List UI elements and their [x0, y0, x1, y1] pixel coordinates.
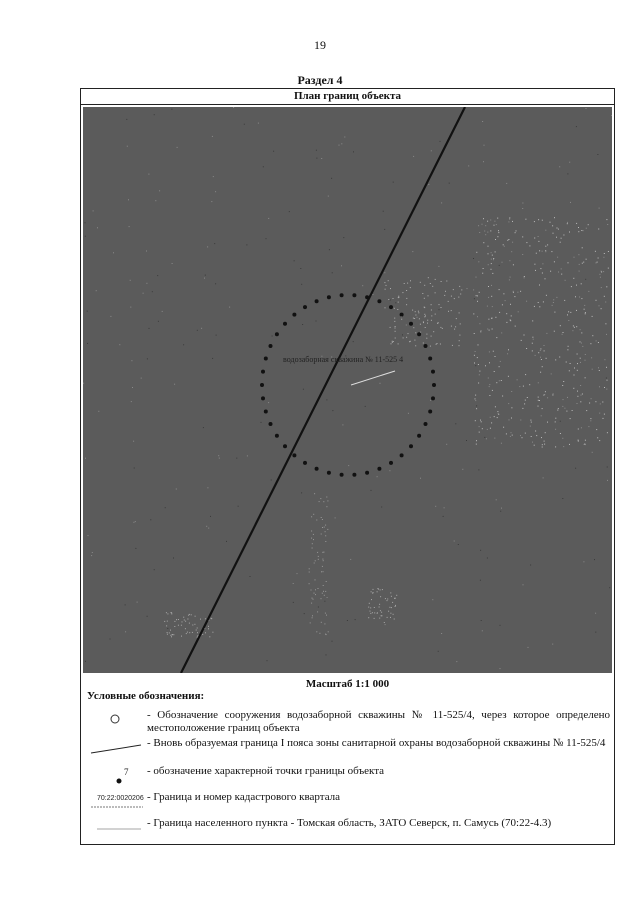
legend-text: - Граница населенного пункта - Томская область, ЗАТО Северск, п. Самусь (70:22-4.3) [147, 817, 552, 829]
point-icon [89, 765, 145, 787]
scale-text: Масштаб 1:1 000 [305, 678, 390, 690]
circle-icon [89, 709, 145, 731]
settlement-line-icon [89, 817, 145, 839]
well-label: водозаборная скважина № 11-525 4 [283, 355, 404, 364]
legend-text: - Граница и номер кадастрового квартала [147, 791, 341, 803]
legend-text: - Обозначение сооружения водозаборной скважины № 11-525/4, через которое определено местоположение границ объекта [147, 709, 610, 734]
map-image [83, 107, 612, 673]
map-svg [83, 107, 612, 673]
legend-text: - обозначение характерной точки границы объекта [147, 765, 385, 777]
section-title: Раздел 4 [297, 73, 343, 87]
frame-header: План границ объекта [81, 89, 614, 105]
cadastral-number: 70:22:0020206 [97, 795, 144, 802]
boundary-line-icon [89, 737, 145, 759]
page-number: 19 [314, 38, 326, 52]
point-number: 7 [124, 767, 129, 777]
legend-text: - Вновь образуемая граница I пояса зоны санитарной охраны водозаборной скважины № 11-525/4 [147, 737, 606, 749]
plan-frame [80, 88, 615, 845]
legend-title: Условные обозначения: [87, 690, 205, 702]
